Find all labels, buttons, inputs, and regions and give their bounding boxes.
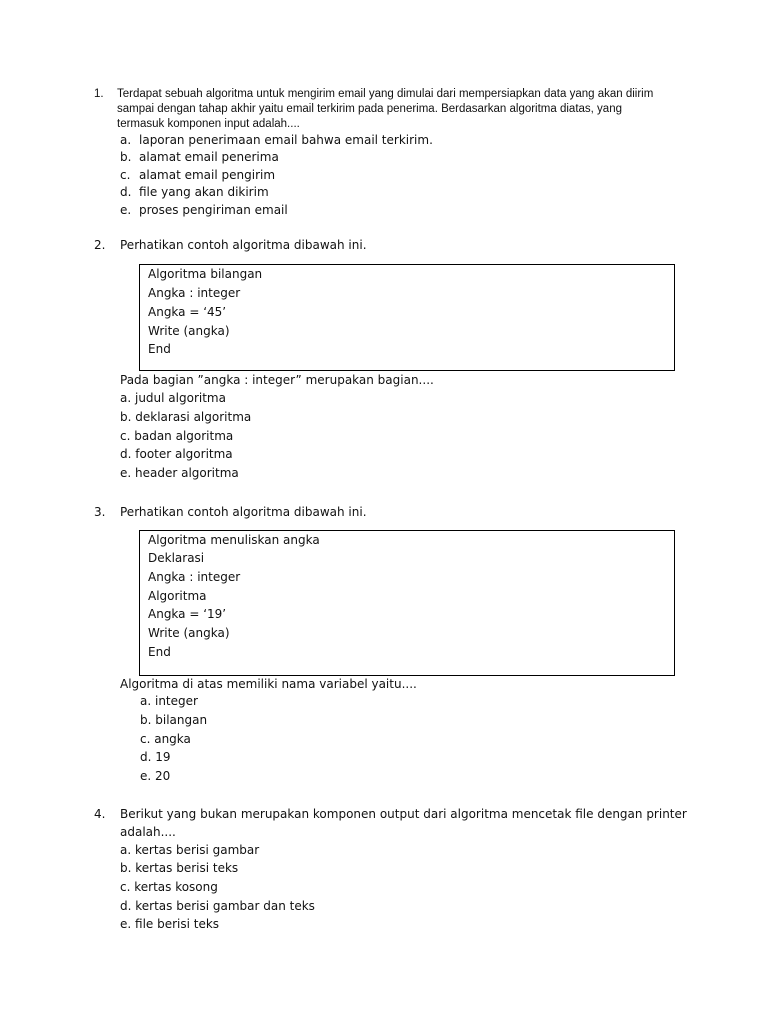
option-text: proses pengiriman email — [139, 203, 288, 217]
option-label: e. — [120, 203, 132, 217]
option-label: a. — [120, 133, 132, 147]
option-text: alamat email penerima — [139, 150, 279, 164]
option-item: e. header algoritma — [120, 466, 239, 480]
code-line: Write (angka) — [148, 324, 230, 338]
option-item: a. judul algoritma — [120, 391, 226, 405]
question-stem-line: adalah.... — [120, 825, 176, 839]
option-item: c. kertas kosong — [120, 880, 218, 894]
question-stem-line: Terdapat sebuah algoritma untuk mengirim email yang dimulai dari mempersiapkan data yang akan diirim — [117, 88, 654, 100]
question-number: 3. — [94, 505, 106, 519]
algorithm-box — [139, 264, 675, 371]
code-line: Algoritma — [148, 589, 207, 603]
option-item: c. badan algoritma — [120, 429, 234, 443]
option-item: b. bilangan — [140, 713, 208, 727]
question-number: 4. — [94, 807, 106, 821]
option-item: a. kertas berisi gambar — [120, 843, 260, 857]
option-text: laporan penerimaan email bahwa email terkirim. — [139, 133, 433, 147]
code-line: Write (angka) — [148, 626, 230, 640]
code-line: Angka = ‘19’ — [148, 607, 227, 621]
code-line: Algoritma menuliskan angka — [148, 533, 320, 547]
question-number: 1. — [94, 88, 104, 100]
question-prompt: Algoritma di atas memiliki nama variabel yaitu.... — [120, 677, 417, 691]
algorithm-box — [139, 530, 675, 676]
option-item: a. integer — [140, 694, 198, 708]
code-line: Angka = ‘45’ — [148, 305, 227, 319]
option-item: d. footer algoritma — [120, 447, 233, 461]
option-item: e. file berisi teks — [120, 917, 220, 931]
question-prompt: Pada bagian ”angka : integer” merupakan bagian.... — [120, 373, 434, 387]
option-item: c. angka — [140, 732, 191, 746]
code-line: Deklarasi — [148, 551, 205, 565]
option-label: b. — [120, 150, 132, 164]
code-line: End — [148, 645, 171, 659]
option-item: b. deklarasi algoritma — [120, 410, 252, 424]
question-stem-line: Perhatikan contoh algoritma dibawah ini. — [120, 238, 367, 252]
question-stem-line: Perhatikan contoh algoritma dibawah ini. — [120, 505, 367, 519]
question-number: 2. — [94, 238, 106, 252]
code-line: Algoritma bilangan — [148, 267, 263, 281]
option-text: file yang akan dikirim — [139, 185, 269, 199]
question-stem-line: Berikut yang bukan merupakan komponen output dari algoritma mencetak file dengan printer — [120, 807, 687, 821]
question-stem-line: termasuk komponen input adalah.... — [117, 118, 300, 130]
code-line: End — [148, 342, 171, 356]
option-label: d. — [120, 185, 132, 199]
option-item: b. kertas berisi teks — [120, 861, 239, 875]
code-line: Angka : integer — [148, 286, 241, 300]
question-stem-line: sampai dengan tahap akhir yaitu email terkirim pada penerima. Berdasarkan algoritma diatas, yang — [117, 103, 622, 115]
option-text: alamat email pengirim — [139, 168, 276, 182]
option-item: d. 19 — [140, 750, 171, 764]
option-item: e. 20 — [140, 769, 171, 783]
code-line: Angka : integer — [148, 570, 241, 584]
option-item: d. kertas berisi gambar dan teks — [120, 899, 315, 913]
option-label: c. — [120, 168, 131, 182]
